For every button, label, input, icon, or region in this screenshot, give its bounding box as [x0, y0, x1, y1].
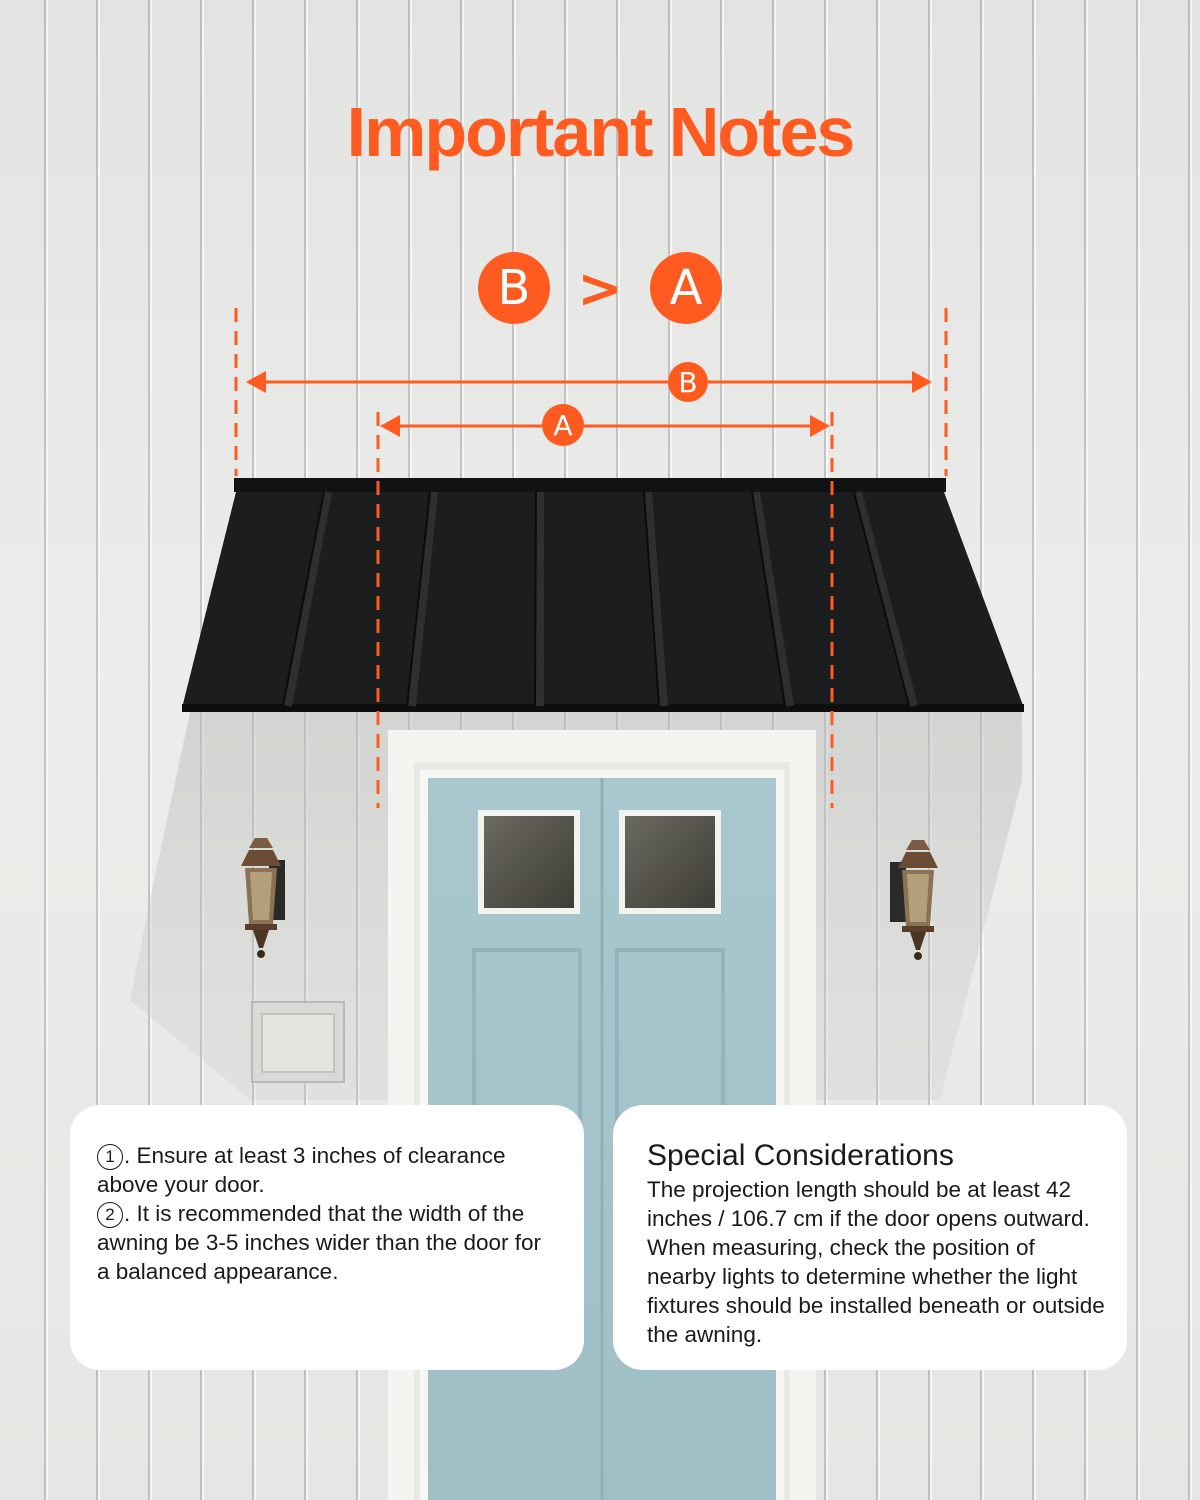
dimension-b: [236, 308, 946, 476]
note-item: [97, 1141, 556, 1199]
notes-card: [70, 1105, 584, 1370]
comparison-formula: [0, 252, 1200, 324]
dimension-b-label: B: [678, 366, 698, 399]
formula-right-badge: A: [650, 252, 722, 324]
formula-operator: >: [577, 256, 623, 320]
dimension-a-label: A: [553, 409, 573, 442]
formula-left-badge: B: [478, 252, 550, 324]
page-title: Important Notes: [346, 93, 854, 171]
metal-awning: [182, 478, 1024, 712]
note-item: [97, 1199, 556, 1286]
note-text: . Ensure at least 3 inches of clearance above your door.: [97, 1143, 506, 1197]
note-number-badge: 2: [97, 1202, 123, 1228]
note-text: . It is recommended that the width of the awning be 3-5 inches wider than the door for a balanced appearance.: [97, 1201, 542, 1284]
special-paragraph: When measuring, check the position of nearby lights to determine whether the light fixtures should be installed beneath or outside the awning.: [647, 1235, 1105, 1347]
note-number-badge: 1: [97, 1144, 123, 1170]
special-considerations-card: [613, 1105, 1127, 1370]
special-paragraph: The projection length should be at least 42 inches / 106.7 cm if the door opens outward.: [647, 1177, 1090, 1231]
special-considerations-heading: Special Considerations: [647, 1139, 954, 1172]
